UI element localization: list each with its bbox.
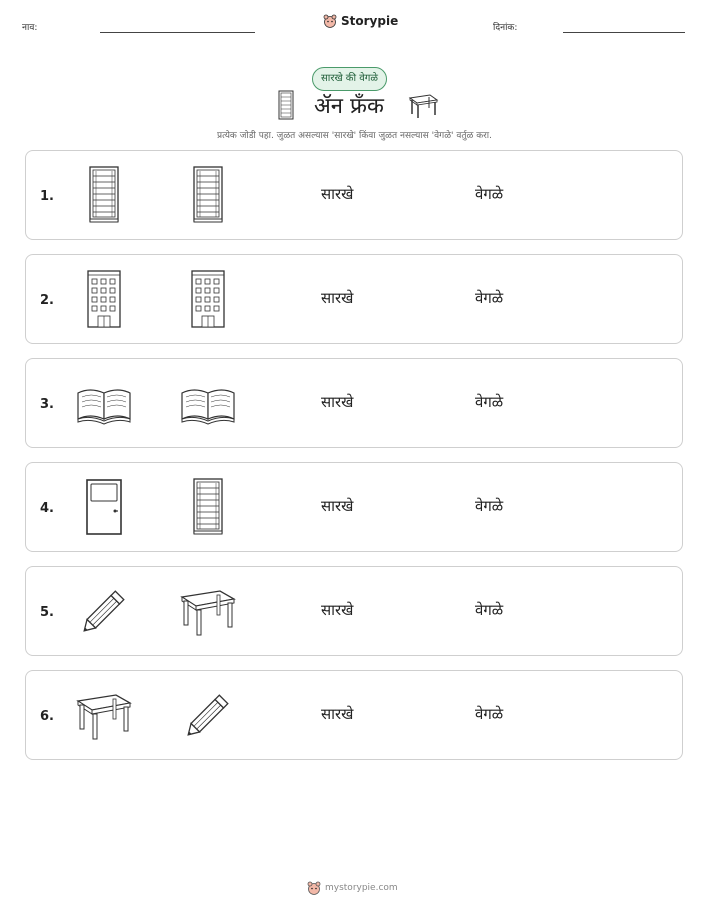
same-option[interactable]: सारखे bbox=[321, 705, 354, 723]
question-number: 2. bbox=[40, 293, 54, 308]
footer bbox=[307, 881, 398, 895]
storypie-mascot-icon bbox=[307, 881, 321, 895]
table-icon bbox=[74, 685, 134, 745]
question-row bbox=[25, 254, 683, 344]
same-option[interactable]: सारखे bbox=[321, 185, 354, 203]
question-number: 6. bbox=[40, 709, 54, 724]
different-option[interactable]: वेगळे bbox=[475, 185, 504, 203]
bookshelf-icon bbox=[74, 165, 134, 225]
question-row bbox=[25, 358, 683, 448]
question-row bbox=[25, 150, 683, 240]
building-icon bbox=[74, 269, 134, 329]
different-option[interactable]: वेगळे bbox=[475, 289, 504, 307]
different-option[interactable]: वेगळे bbox=[475, 705, 504, 723]
bookshelf-icon bbox=[178, 165, 238, 225]
storypie-mascot-icon bbox=[323, 14, 337, 28]
brand-name: Storypie bbox=[341, 14, 399, 28]
same-option[interactable]: सारखे bbox=[321, 497, 354, 515]
different-option[interactable]: वेगळे bbox=[475, 393, 504, 411]
date-label: दिनांक: bbox=[493, 23, 518, 33]
name-label: नाव: bbox=[22, 23, 38, 33]
pencil-icon bbox=[178, 685, 238, 745]
open-book-icon bbox=[178, 373, 238, 433]
same-option[interactable]: सारखे bbox=[321, 601, 354, 619]
open-book-icon bbox=[74, 373, 134, 433]
worksheet-type-pill: सारखे की वेगळे bbox=[312, 67, 387, 91]
question-number: 1. bbox=[40, 189, 54, 204]
question-number: 4. bbox=[40, 501, 54, 516]
instructions: प्रत्येक जोडी पहा. जुळत असल्यास 'सारखे' किंवा जुळत नसल्यास 'वेगळे' वर्तुळ करा. bbox=[216, 131, 492, 141]
same-option[interactable]: सारखे bbox=[321, 393, 354, 411]
question-row bbox=[25, 670, 683, 760]
same-option[interactable]: सारखे bbox=[321, 289, 354, 307]
pencil-icon bbox=[74, 581, 134, 641]
question-row bbox=[25, 462, 683, 552]
building-icon bbox=[178, 269, 238, 329]
title-table-icon bbox=[406, 92, 440, 120]
date-line[interactable] bbox=[563, 32, 685, 33]
question-row bbox=[25, 566, 683, 656]
bookshelf-icon bbox=[178, 477, 238, 537]
different-option[interactable]: वेगळे bbox=[475, 601, 504, 619]
name-line[interactable] bbox=[100, 32, 255, 33]
door-icon bbox=[74, 477, 134, 537]
page-title: ॲन फ्रँक bbox=[314, 94, 384, 119]
question-number: 3. bbox=[40, 397, 54, 412]
footer-url[interactable]: mystorypie.com bbox=[325, 883, 398, 893]
question-number: 5. bbox=[40, 605, 54, 620]
table-icon bbox=[178, 581, 238, 641]
title-bookshelf-icon bbox=[276, 90, 296, 120]
brand-logo bbox=[323, 14, 398, 28]
different-option[interactable]: वेगळे bbox=[475, 497, 504, 515]
